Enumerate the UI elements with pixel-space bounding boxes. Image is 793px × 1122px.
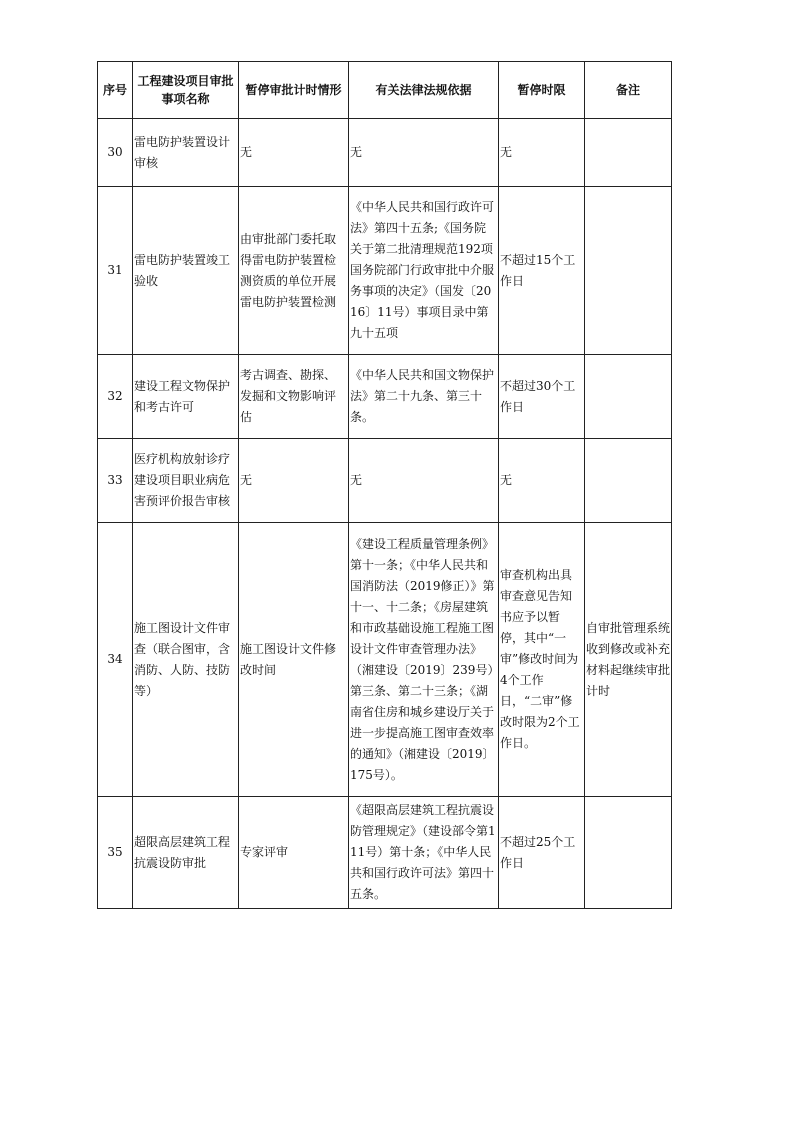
header-no: 序号 [98, 62, 133, 119]
row-remark [585, 187, 672, 355]
row-no: 34 [98, 523, 133, 797]
row-legal-basis: 《中华人民共和国文物保护法》第二十九条、第三十条。 [349, 355, 499, 439]
table-row [98, 355, 672, 439]
row-no: 33 [98, 439, 133, 523]
row-remark: 自审批管理系统收到修改或补充材料起继续审批计时 [585, 523, 672, 797]
row-time-limit: 不超过15个工作日 [499, 187, 585, 355]
row-no: 32 [98, 355, 133, 439]
header-item-name: 工程建设项目审批事项名称 [133, 62, 239, 119]
table-row [98, 523, 672, 797]
row-remark [585, 439, 672, 523]
row-no: 31 [98, 187, 133, 355]
row-legal-basis: 《中华人民共和国行政许可法》第四十五条;《国务院关于第二批清理规范192项国务院部门行政审批中介服务事项的决定》（国发〔2016〕11号）事项目录中第九十五项 [349, 187, 499, 355]
row-situation: 专家评审 [239, 797, 349, 909]
row-item-name: 医疗机构放射诊疗建设项目职业病危害预评价报告审核 [133, 439, 239, 523]
header-legal-basis: 有关法律法规依据 [349, 62, 499, 119]
table-row [98, 187, 672, 355]
table-row [98, 797, 672, 909]
header-time-limit: 暂停时限 [499, 62, 585, 119]
row-legal-basis: 《建设工程质量管理条例》第十一条；《中华人民共和国消防法（2019修正）》第十一、十二条；《房屋建筑和市政基础设施工程施工图设计文件审查管理办法》（湘建设〔2019〕239号）第三条、第二十三条；《湖南省住房和城乡建设厅关于进一步提高施工图审查效率的通知》（湘建设〔2019〕175号）。 [349, 523, 499, 797]
row-time-limit: 无 [499, 439, 585, 523]
row-legal-basis: 《超限高层建筑工程抗震设防管理规定》（建设部令第111号）第十条；《中华人民共和国行政许可法》第四十五条。 [349, 797, 499, 909]
row-no: 35 [98, 797, 133, 909]
row-no: 30 [98, 119, 133, 187]
row-legal-basis: 无 [349, 439, 499, 523]
row-item-name: 超限高层建筑工程抗震设防审批 [133, 797, 239, 909]
row-situation: 由审批部门委托取得雷电防护装置检测资质的单位开展雷电防护装置检测 [239, 187, 349, 355]
table-row [98, 119, 672, 187]
row-item-name: 施工图设计文件审查（联合图审，含消防、人防、技防等） [133, 523, 239, 797]
row-remark [585, 119, 672, 187]
row-item-name: 建设工程文物保护和考古许可 [133, 355, 239, 439]
row-time-limit: 不超过30个工作日 [499, 355, 585, 439]
row-situation: 考古调查、勘探、发掘和文物影响评估 [239, 355, 349, 439]
approval-suspension-table [97, 61, 672, 909]
row-item-name: 雷电防护装置设计审核 [133, 119, 239, 187]
row-item-name: 雷电防护装置竣工验收 [133, 187, 239, 355]
row-legal-basis: 无 [349, 119, 499, 187]
row-remark [585, 355, 672, 439]
row-situation: 无 [239, 119, 349, 187]
header-remark: 备注 [585, 62, 672, 119]
header-suspension-situation: 暂停审批计时情形 [239, 62, 349, 119]
row-time-limit: 不超过25个工作日 [499, 797, 585, 909]
row-remark [585, 797, 672, 909]
table-row [98, 439, 672, 523]
row-time-limit: 无 [499, 119, 585, 187]
row-time-limit: 审查机构出具审查意见告知书应予以暂停，其中“一审”修改时间为4个工作日，“二审”修改时限为2个工作日。 [499, 523, 585, 797]
row-situation: 施工图设计文件修改时间 [239, 523, 349, 797]
table-header-row [98, 62, 672, 119]
row-situation: 无 [239, 439, 349, 523]
